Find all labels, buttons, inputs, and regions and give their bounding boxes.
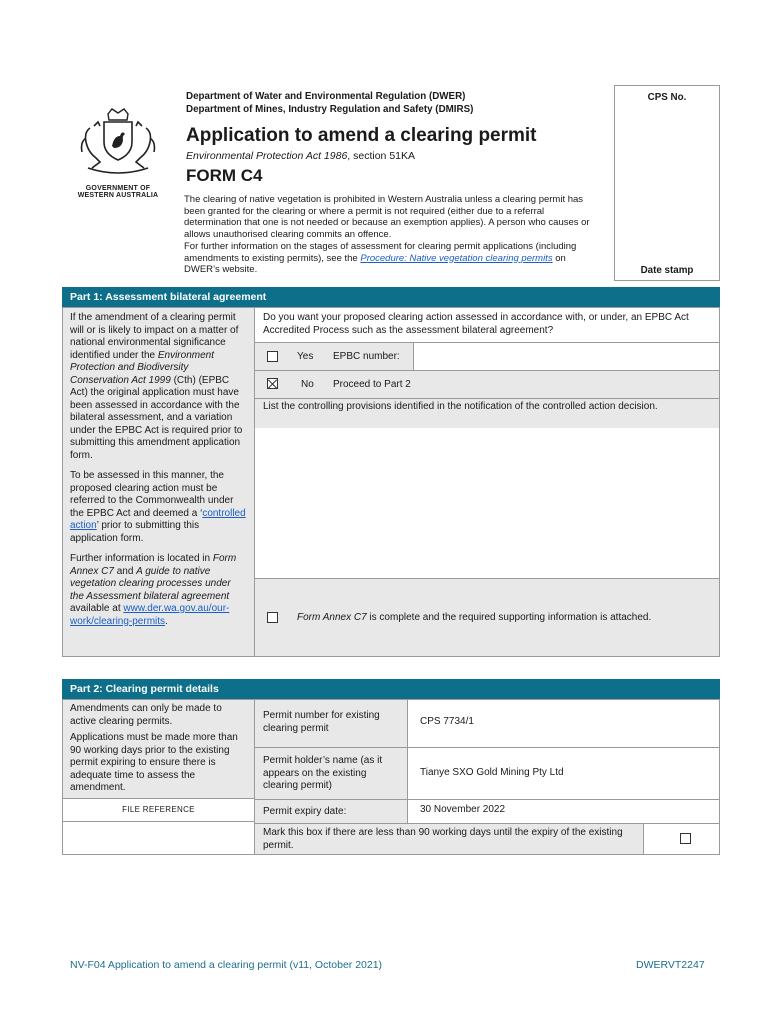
logo-text-line2: WESTERN AUSTRALIA <box>77 192 159 199</box>
less-than-90-days-checkbox[interactable] <box>680 833 691 844</box>
government-logo <box>70 108 166 199</box>
yes-checkbox[interactable] <box>267 351 278 362</box>
no-checkbox[interactable] <box>267 378 278 389</box>
holder-label: Permit holder’s name (as it appears on the existing clearing permit) <box>255 747 407 799</box>
yes-label: Yes <box>297 351 314 362</box>
annex-checkbox[interactable] <box>267 612 278 623</box>
date-stamp-label: Date stamp <box>640 265 694 276</box>
epbc-number-label: EPBC number: <box>333 351 400 362</box>
file-reference-label: FILE REFERENCE <box>122 805 195 814</box>
mark-box-cell <box>643 823 719 854</box>
page-title: Application to amend a clearing permit <box>186 125 537 146</box>
footer-form-reference: NV-F04 Application to amend a clearing permit (v11, October 2021) <box>70 959 383 971</box>
expiry-value[interactable]: 30 November 2022 <box>407 799 719 823</box>
part2-form-panel <box>254 699 720 855</box>
part1-guidance-p3: Further information is located in Form Annex C7 and A guide to native vegetation clearing processes under the Assessment bilateral agreement available at www.der.wa.gov.au/our-work/clearing-permits. <box>70 553 237 627</box>
permit-number-value[interactable]: CPS 7734/1 <box>407 700 719 747</box>
yes-row <box>255 342 719 370</box>
controlled-action-link[interactable]: controlled action <box>70 507 246 531</box>
epbc-number-field[interactable] <box>413 343 719 370</box>
file-reference-label-box <box>62 799 254 822</box>
coat-of-arms-icon <box>70 108 166 178</box>
expiry-label: Permit expiry date: <box>255 799 407 823</box>
mark-box-label: Mark this box if there are less than 90 working days until the expiry of the existing permit. <box>255 823 643 854</box>
department-line-2: Department of Mines, Industry Regulation and Safety (DMIRS) <box>186 104 474 115</box>
file-reference-field[interactable] <box>62 822 254 855</box>
footer-document-code: DWERVT2247 <box>636 959 705 971</box>
der-website-link[interactable]: www.der.wa.gov.au/our-work/clearing-permits <box>70 603 230 627</box>
part1-guidance-panel <box>62 307 254 657</box>
permit-number-label: Permit number for existing clearing permit <box>255 700 407 747</box>
holder-value[interactable]: Tianye SXO Gold Mining Pty Ltd <box>407 747 719 799</box>
part1-heading: Part 1: Assessment bilateral agreement <box>62 287 720 307</box>
no-label: No <box>301 379 314 390</box>
controlling-provisions-label: List the controlling provisions identified in the notification of the controlled action decision. <box>255 398 719 428</box>
act-name: Environmental Protection Act 1986 <box>186 150 348 162</box>
part1-guidance-p2: To be assessed in this manner, the proposed clearing action must be referred to the Commonwealth under the EPBC Act and deemed a ‘controlled action’ prior to submitting this application form. <box>70 470 246 544</box>
logo-text-line1: GOVERNMENT OF <box>85 185 151 192</box>
intro-paragraph: The clearing of native vegetation is prohibited in Western Australia unless a clearing permit has been granted for the clearing or where a permit is not required (either due to a referral determination that one is not needed or because an exemption applies). A person who causes or allows unauthorised clearing commits an offence. <box>184 194 590 240</box>
office-use-box <box>614 85 720 281</box>
department-line-1: Department of Water and Environmental Regulation (DWER) <box>186 91 466 102</box>
act-reference <box>186 150 415 162</box>
part2-guidance-p2: Applications must be made more than 90 working days prior to the existing permit expiring to ensure there is adequate time to assess the amendment. <box>70 732 238 793</box>
part2-guidance-p1: Amendments can only be made to active clearing permits. <box>70 703 222 727</box>
epbc-question: Do you want your proposed clearing action assessed in accordance with, or under, an EPBC Act Accredited Process such as the assessment bilateral agreement? <box>263 312 689 336</box>
annex-row <box>255 578 719 656</box>
part1-guidance-p1: If the amendment of a clearing permit will or is likely to impact on a matter of national environmental significance identified under the Environment Protection and Biodiversity Conservation Act 1999 (Cth) (EPBC Act) the original application must have been assessed in accordance with the bilateral assessment, and a variation under the EPBC Act is required prior to submitting this amendment application form. <box>70 312 243 461</box>
controlling-provisions-field[interactable] <box>255 428 719 578</box>
part1-form-panel <box>254 307 720 657</box>
no-row <box>255 370 719 398</box>
cps-no-label: CPS No. <box>647 92 687 103</box>
part2-guidance-panel <box>62 699 254 799</box>
act-section: , section 51KA <box>347 150 416 162</box>
info-paragraph: For further information on the stages of assessment for clearing permit applications (including amendments to existing permits), see the Procedure: Native vegetation clearing permits on DWER’s website. <box>184 241 577 276</box>
annex-statement: Form Annex C7 is complete and the required supporting information is attached. <box>297 612 652 623</box>
part2-heading: Part 2: Clearing permit details <box>62 679 720 699</box>
form-number: FORM C4 <box>186 166 263 185</box>
procedure-link[interactable]: Procedure: Native vegetation clearing permits <box>360 252 553 264</box>
proceed-label: Proceed to Part 2 <box>333 379 411 390</box>
